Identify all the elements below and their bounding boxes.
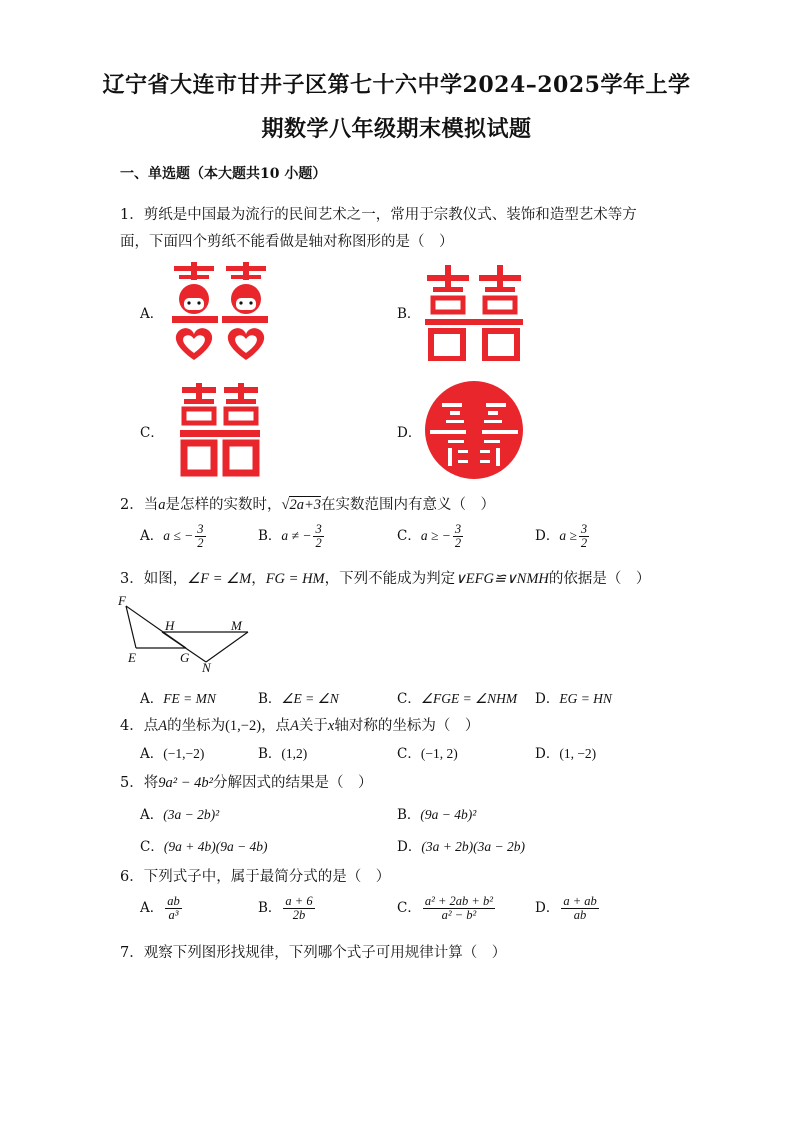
q3-option-a-label: A．: [140, 691, 164, 707]
q6-option-d-label: D．: [535, 900, 560, 917]
q3-option-a-text: FE = MN: [163, 691, 216, 706]
q5-option-c: [140, 835, 268, 855]
q6-option-c-fraction: [423, 895, 495, 922]
q1-option-b-label: B．: [397, 306, 421, 322]
q4-stem-post: 轴对称的坐标为（ ）: [334, 718, 480, 734]
q2-option-d-label: D．: [535, 528, 560, 545]
q2-stem-pre: 2．当: [120, 497, 159, 513]
q2-option-c: [397, 523, 465, 550]
q3-option-b-text: ∠E = ∠N: [281, 691, 339, 706]
q2-sqrt: √2a+3: [281, 497, 321, 513]
q5-option-a-text: (3a − 2b)²: [163, 807, 220, 822]
q2-option-c-den: 2: [454, 536, 462, 551]
q2-option-a-num: 3: [197, 522, 204, 536]
point-n-label: N: [202, 660, 211, 675]
q3-option-d-text: EG = HN: [559, 691, 612, 706]
q6-option-c-label: C．: [397, 900, 421, 917]
point-h-label: H: [165, 618, 175, 633]
segment-mn: [206, 632, 248, 662]
q2-option-d-den: 2: [580, 536, 588, 551]
q1-option-c-label: C．: [140, 425, 164, 441]
q6-option-a: [140, 895, 184, 922]
q6-stem: 6．下列式子中，属于最简分式的是（ ）: [120, 869, 391, 885]
q1-option-c-image: [180, 383, 260, 477]
doc-title-line-1: 辽宁省大连市甘井子区第七十六中学2024–2025学年上学: [102, 72, 691, 98]
q1-stem-line-1: 1．剪纸是中国最为流行的民间艺术之一，常用于宗教仪式、装饰和造型艺术等方: [120, 207, 637, 223]
q3-option-c-text: ∠FGE = ∠NHM: [420, 691, 518, 706]
q4-coord: (1,−2): [225, 718, 262, 734]
q4-axis: x: [327, 718, 335, 734]
q3-option-d: [535, 687, 612, 707]
q5-stem-post: 分解因式的结果是（ ）: [212, 775, 373, 791]
q1-option-d-label: D．: [397, 425, 422, 441]
q7-stem: 7．观察下列图形找规律，下列哪个式子可用规律计算（ ）: [120, 945, 507, 961]
q2-option-a-fraction: [195, 523, 205, 550]
q6-option-c: [397, 895, 497, 922]
q6-option-d: [535, 895, 601, 922]
q6-option-a-label: A．: [140, 900, 164, 917]
q6-option-a-fraction: [165, 895, 182, 922]
q5-option-d: [397, 835, 525, 855]
q4-option-b: [258, 742, 307, 762]
q2-option-d: [535, 523, 591, 550]
q5-option-b-text: (9a − 4b)²: [420, 807, 477, 822]
q2-option-a: [140, 523, 208, 550]
q5-option-c-text: (9a + 4b)(9a − 4b): [163, 839, 268, 854]
q3-option-b-label: B．: [258, 691, 282, 707]
q3-figure: [112, 590, 272, 676]
q3-option-b: [258, 687, 339, 707]
point-g-label: G: [180, 650, 190, 665]
q4-option-a-label: A．: [140, 746, 164, 762]
q2-option-b: [258, 523, 326, 550]
q1-option-a-label: A．: [140, 306, 164, 322]
q3-triangles: ∨EFG≌∨NMH: [455, 571, 549, 587]
q2-stem-mid: 是怎样的实数时，: [165, 497, 282, 513]
q2-radicand: 2a+3: [289, 497, 321, 513]
q5-option-a: [140, 803, 219, 823]
q2-option-c-expr: a ≥ −: [420, 528, 451, 544]
q4-stem-mid3: 关于: [298, 718, 328, 734]
q3-comma: ，: [251, 571, 266, 587]
q2-option-c-num: 3: [454, 522, 462, 536]
q5-option-d-text: (3a + 2b)(3a − 2b): [421, 839, 526, 854]
q2-stem-post: 在实数范围内有意义（ ）: [321, 497, 495, 513]
q6-option-c-den: a² − b²: [441, 908, 477, 923]
q4-option-a: [140, 742, 204, 762]
doc-title-line-2: 期数学八年级期末模拟试题: [261, 116, 532, 142]
q3-option-d-label: D．: [535, 691, 560, 707]
q4-stem: [120, 714, 479, 735]
q4-stem-mid2: ，点: [261, 718, 291, 734]
q4-option-c: [397, 742, 458, 762]
q4-stem-pre: 4．点: [120, 718, 159, 734]
q5-stem-pre: 5．将: [120, 775, 159, 791]
point-m-label: M: [231, 618, 242, 633]
q3-option-a: [140, 687, 216, 707]
q4-option-c-text: (−1, 2): [420, 746, 458, 761]
q5-expr: 9a² − 4b²: [158, 775, 213, 791]
q2-stem: [120, 493, 495, 514]
q5-option-b: [397, 803, 476, 823]
q5-stem: [120, 771, 372, 792]
q4-point-a: A: [158, 718, 168, 734]
q4-option-d-text: (1, −2): [559, 746, 597, 761]
q4-option-a-text: (−1,−2): [163, 746, 205, 761]
q6-option-b-num: a + 6: [285, 894, 313, 908]
q1-option-b-image: [425, 265, 523, 361]
q2-option-b-label: B．: [258, 528, 282, 545]
q4-option-d-label: D．: [535, 746, 560, 762]
q6-option-d-fraction: [561, 895, 598, 922]
q3-stem: [120, 567, 650, 588]
q2-option-d-num: 3: [580, 522, 588, 536]
q3-cond-1: ∠F = ∠M: [187, 571, 252, 587]
q3-stem-pre: 3．如图，: [120, 571, 188, 587]
q2-option-d-fraction: [579, 523, 589, 550]
q6-option-b-fraction: [283, 895, 314, 922]
q5-option-d-label: D．: [397, 839, 422, 855]
q2-option-b-den: 2: [315, 536, 322, 551]
q2-option-a-label: A．: [140, 528, 164, 545]
point-e-label: E: [128, 650, 136, 665]
q3-option-c-label: C．: [397, 691, 421, 707]
q2-option-b-num: 3: [315, 522, 322, 536]
q3-stem-post: 的依据是（ ）: [548, 571, 651, 587]
q5-option-b-label: B．: [397, 807, 421, 823]
q6-option-d-num: a + ab: [563, 894, 597, 908]
q6-option-b: [258, 895, 317, 922]
q4-option-d: [535, 742, 596, 762]
q3-cond-2: FG = HM: [265, 571, 325, 587]
q1-option-a-image: [170, 262, 270, 362]
q6-option-b-den: 2b: [292, 908, 306, 923]
q3-stem-mid: ，下列不能成为判定: [324, 571, 456, 587]
q4-option-b-label: B．: [258, 746, 282, 762]
q2-option-b-expr: a ≠ −: [281, 528, 312, 544]
q2-option-a-den: 2: [197, 536, 204, 551]
q6-option-a-num: ab: [167, 894, 180, 908]
q1-stem-line-2: 面，下面四个剪纸不能看做是轴对称图形的是（ ）: [120, 234, 454, 250]
q6-option-a-den: a³: [168, 908, 179, 923]
point-f-label: F: [118, 593, 126, 608]
q4-option-c-label: C．: [397, 746, 421, 762]
q6-option-c-num: a² + 2ab + b²: [424, 894, 493, 908]
q2-option-c-label: C．: [397, 528, 421, 545]
q1-option-d-image: [424, 380, 524, 480]
q4-point-a-2: A: [290, 718, 299, 734]
q6-option-d-den: ab: [573, 908, 587, 923]
q5-option-a-label: A．: [140, 807, 164, 823]
q3-option-c: [397, 687, 517, 707]
q2-option-b-fraction: [313, 523, 323, 550]
q2-option-a-expr: a ≤ −: [163, 528, 194, 544]
q4-stem-mid1: 的坐标为: [167, 718, 226, 734]
q4-option-b-text: (1,2): [281, 746, 308, 761]
q2-option-d-expr: a ≥: [559, 528, 577, 544]
q6-option-b-label: B．: [258, 900, 282, 917]
section-heading: 一、单选题（本大题共10 小题）: [120, 166, 327, 182]
q2-var: a: [158, 497, 166, 513]
q2-option-c-fraction: [453, 523, 463, 550]
q5-option-c-label: C．: [140, 839, 164, 855]
